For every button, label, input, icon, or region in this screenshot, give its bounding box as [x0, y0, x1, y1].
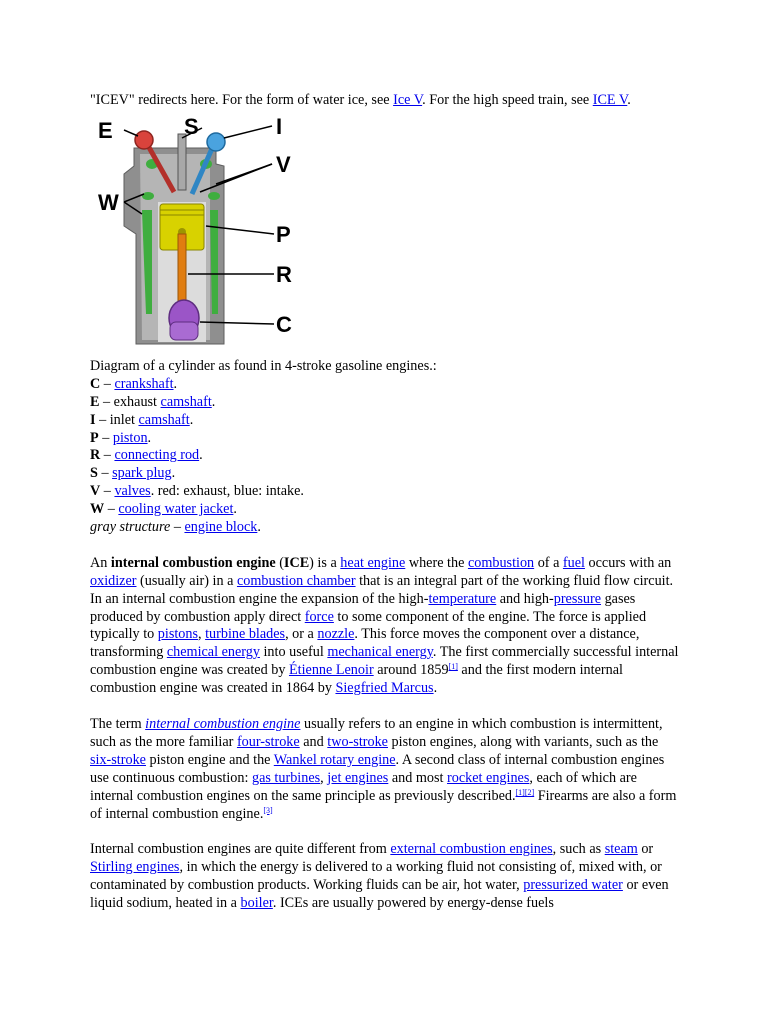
bold-term: internal combustion engine: [110, 554, 276, 571]
inline-link[interactable]: combustion chamber: [236, 572, 356, 589]
bold-term: ICE: [283, 554, 310, 571]
hatnote-middle: . For the high speed train, see: [422, 92, 593, 108]
inline-link[interactable]: pressurized water: [523, 877, 623, 894]
caption-text: . red: exhaust, blue: intake.: [150, 483, 304, 500]
inline-link[interactable]: Étienne Lenoir: [288, 662, 374, 679]
inline-link[interactable]: two-stroke: [327, 733, 388, 750]
article-body: [90, 92, 680, 931]
caption-item: [90, 376, 680, 394]
caption-text: .: [233, 501, 237, 518]
italic-term: internal combustion engine: [145, 716, 301, 732]
caption-separator: –: [100, 483, 115, 500]
inline-link[interactable]: six-stroke: [90, 751, 146, 768]
crankshaft-journal: [170, 322, 198, 340]
inline-link[interactable]: oxidizer: [90, 572, 137, 589]
paragraph-text: where the: [405, 554, 468, 571]
inline-link[interactable]: boiler: [240, 895, 273, 912]
paragraph-text: ,: [320, 769, 328, 786]
caption-link[interactable]: crankshaft: [114, 375, 174, 392]
caption-item: [90, 465, 680, 483]
caption-key: gray structure: [90, 519, 171, 536]
hatnote: [90, 92, 680, 110]
paragraph-text: usually refers to an engine in which combustion is intermittent, such as the more familiar: [90, 716, 663, 750]
caption-item: [90, 447, 680, 465]
water-jacket-mid-right: [208, 192, 220, 200]
inline-link[interactable]: force: [304, 608, 334, 625]
article-paragraphs: [90, 555, 680, 913]
paragraph-text: An: [90, 554, 111, 571]
caption-separator: –: [98, 429, 113, 446]
ice-v-train-link[interactable]: ICE V: [592, 92, 628, 108]
caption-link[interactable]: camshaft: [160, 393, 212, 410]
caption-link[interactable]: valves: [114, 483, 151, 500]
inline-link[interactable]: pressure: [553, 590, 602, 607]
paragraph-text: piston engine and the: [145, 751, 274, 768]
label-v: V: [276, 151, 291, 177]
caption-text: exhaust: [113, 393, 161, 410]
caption-key: W: [90, 501, 105, 518]
paragraph-text: The term: [90, 716, 146, 732]
ice-v-link[interactable]: Ice V: [393, 92, 423, 108]
citation-link[interactable]: [1][2]: [515, 787, 535, 797]
inline-link[interactable]: rocket engines: [447, 769, 530, 786]
caption-separator: –: [100, 375, 115, 392]
caption-intro: Diagram of a cylinder as found in 4-stroke gasoline engines.:: [90, 357, 437, 374]
caption-link[interactable]: engine block: [184, 519, 258, 536]
paragraph-text: , in which the energy is delivered to a working fluid not consisting of, mixed with, or contaminated by combustion products. Working fluids can be air, hot water,: [90, 859, 662, 894]
label-s: S: [184, 113, 199, 139]
water-jacket-mid-left: [142, 192, 154, 200]
caption-link[interactable]: camshaft: [138, 411, 190, 428]
label-w: W: [98, 189, 119, 215]
caption-key: P: [90, 429, 99, 446]
label-r: R: [276, 261, 292, 287]
paragraph-text: . The first commercially successful internal combustion engine was created by: [90, 644, 679, 679]
paragraph-text: and most: [388, 769, 448, 786]
inline-link[interactable]: chemical energy: [166, 644, 260, 661]
inline-link[interactable]: temperature: [428, 590, 497, 607]
caption-text: .: [189, 411, 194, 428]
paragraph-text: into useful: [259, 644, 328, 661]
paragraph-text: . ICEs are usually powered by energy-dense fuels: [272, 895, 554, 912]
caption-link[interactable]: cooling water jacket: [118, 501, 234, 518]
inline-link[interactable]: gas turbines: [251, 769, 321, 786]
citation: [263, 806, 272, 815]
paragraph-text: of a: [534, 554, 563, 571]
caption-text: .: [211, 393, 216, 410]
caption-text: .: [171, 465, 176, 482]
caption-text: .: [199, 447, 203, 464]
paragraph-text: around 1859: [373, 662, 449, 679]
inline-link[interactable]: Siegfried Marcus: [335, 680, 434, 697]
inline-link[interactable]: nozzle: [317, 626, 355, 643]
caption-key: R: [90, 447, 101, 464]
spark-plug: [178, 134, 186, 190]
inline-link[interactable]: Stirling engines: [90, 859, 180, 876]
caption-text: .: [257, 519, 261, 536]
citation-link[interactable]: [1]: [448, 662, 458, 672]
caption-separator: –: [170, 519, 185, 536]
inlet-camshaft: [207, 133, 225, 151]
caption-separator: –: [104, 501, 119, 518]
paragraph-text: ) is a: [309, 554, 341, 571]
label-c: C: [276, 311, 292, 337]
caption-item: [90, 430, 680, 448]
caption-item: [90, 519, 680, 537]
caption-link[interactable]: piston: [112, 429, 148, 446]
paragraph-text: gases produced by combustion apply direct: [90, 590, 636, 625]
hatnote-suffix: .: [627, 92, 631, 108]
inline-link[interactable]: pistons: [157, 626, 198, 643]
paragraph-text: and high-: [496, 590, 554, 607]
paragraph-text: (: [275, 554, 284, 571]
inline-link[interactable]: four-stroke: [236, 733, 300, 750]
caption-item: [90, 394, 680, 412]
article-paragraph: [90, 716, 680, 823]
hatnote-prefix: "ICEV" redirects here. For the form of water ice, see: [90, 92, 394, 108]
label-p: P: [276, 221, 291, 247]
caption-text: inlet: [109, 411, 139, 428]
caption-key: C: [90, 375, 101, 392]
engine-cylinder-diagram-icon: [96, 114, 296, 352]
paragraph-text: or: [637, 841, 654, 858]
paragraph-text: Firearms are also a form of internal combustion engine.: [90, 787, 677, 822]
paragraph-text: piston engines, along with variants, such as the: [387, 733, 659, 750]
inline-link[interactable]: Wankel rotary engine: [273, 751, 396, 768]
caption-key: S: [90, 465, 98, 482]
paragraph-text: , or a: [285, 626, 318, 643]
paragraph-text: or even liquid sodium, heated in a: [90, 877, 669, 912]
caption-item: [90, 412, 680, 430]
paragraph-text: , such as: [552, 841, 605, 858]
inline-link[interactable]: jet engines: [327, 769, 389, 786]
caption-separator: –: [100, 447, 115, 464]
paragraph-text: and: [299, 733, 328, 750]
inline-link[interactable]: fuel: [562, 554, 585, 571]
caption-text: .: [147, 429, 152, 446]
caption-text: .: [173, 375, 178, 392]
paragraph-text: and the first modern internal combustion engine was created in 1864 by: [90, 662, 623, 697]
inline-link[interactable]: combustion: [467, 554, 535, 571]
paragraph-text: .: [433, 680, 438, 697]
inline-link[interactable]: heat engine: [340, 554, 406, 571]
paragraph-text: Internal combustion engines are quite different from: [90, 841, 391, 858]
paragraph-text: . This force moves the component over a distance, transforming: [90, 626, 640, 661]
caption-link[interactable]: connecting rod: [114, 447, 200, 464]
article-paragraph: [90, 841, 680, 913]
inline-link[interactable]: external combustion engines: [390, 841, 553, 858]
caption-link[interactable]: spark plug: [112, 465, 172, 482]
caption-item: [90, 501, 680, 519]
inline-link[interactable]: [145, 716, 300, 732]
caption-key: V: [90, 483, 101, 500]
figure-caption: [90, 358, 680, 537]
exhaust-camshaft: [135, 131, 153, 149]
caption-list: [90, 376, 680, 537]
paragraph-text: to some component of the engine. The force is applied typically to: [90, 608, 647, 643]
label-e: E: [98, 117, 113, 143]
inline-link[interactable]: steam: [604, 841, 638, 858]
inline-link[interactable]: turbine blades: [205, 626, 286, 643]
citation-link[interactable]: [3]: [263, 805, 273, 815]
caption-separator: –: [99, 393, 114, 410]
caption-separator: –: [97, 465, 113, 482]
paragraph-text: , each of which are internal combustion engines on the same principle as previously described.: [90, 769, 637, 804]
citation: [516, 788, 535, 797]
caption-key: E: [90, 393, 100, 410]
inline-link[interactable]: mechanical energy: [327, 644, 433, 661]
caption-key: I: [90, 411, 96, 428]
article-paragraph: [90, 555, 680, 698]
label-i: I: [276, 113, 283, 139]
paragraph-text: occurs with an: [584, 554, 672, 571]
paragraph-text: . A second class of internal combustion engines use continuous combustion:: [90, 751, 665, 786]
paragraph-text: that is an integral part of the working fluid flow circuit. In an internal combustion engine the expansion of the high-: [90, 572, 674, 607]
caption-separator: –: [95, 411, 110, 428]
citation: [449, 662, 458, 671]
caption-item: [90, 483, 680, 501]
paragraph-text: ,: [198, 626, 206, 643]
paragraph-text: (usually air) in a: [136, 572, 237, 589]
